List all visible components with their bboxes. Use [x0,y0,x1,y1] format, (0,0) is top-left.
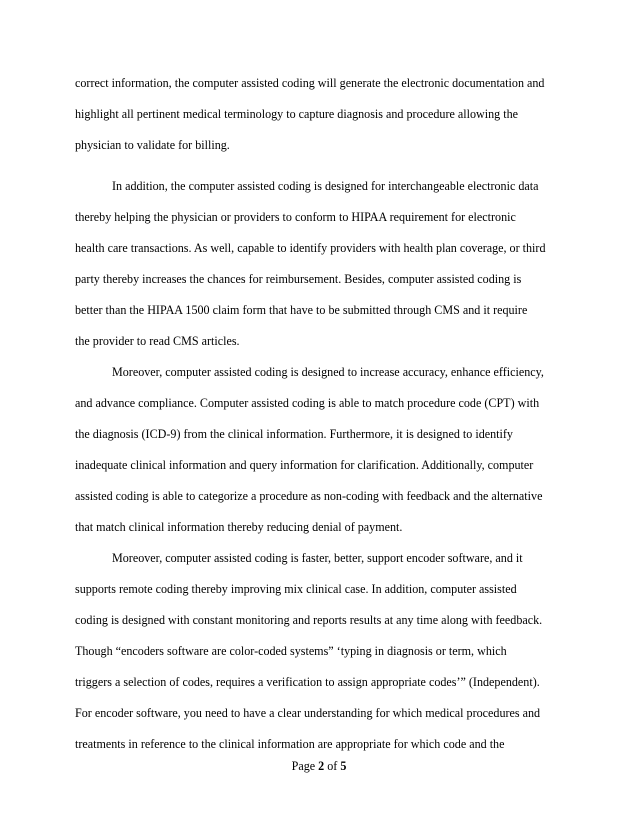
text-line: inadequate clinical information and query information for clarification. Additionally, computer [75,458,534,472]
text-line: the diagnosis (ICD-9) from the clinical information. Furthermore, it is designed to identify [75,427,513,441]
total-pages: 5 [340,759,347,773]
text-line: triggers a selection of codes, requires a verification to assign appropriate codes’” (Independent). [75,675,540,689]
text-line: correct information, the computer assisted coding will generate the electronic documentation and [75,76,545,90]
text-line: the provider to read CMS articles. [75,334,240,348]
text-line: party thereby increases the chances for reimbursement. Besides, computer assisted coding is [75,272,522,286]
text-line: Though “encoders software are color-coded systems” ‘typing in diagnosis or term, which [75,644,507,658]
text-line: coding is designed with constant monitoring and reports results at any time along with feedback. [75,613,543,627]
paragraph-first-line: In addition, the computer assisted coding is designed for interchangeable electronic data [112,179,539,193]
text-line: and advance compliance. Computer assisted coding is able to match procedure code (CPT) with [75,396,540,410]
page-footer [0,758,638,774]
text-line: physician to validate for billing. [75,138,230,152]
text-line: better than the HIPAA 1500 claim form that have to be submitted through CMS and it require [75,303,528,317]
text-line: highlight all pertinent medical terminology to capture diagnosis and procedure allowing the [75,107,518,121]
paragraph-first-line: Moreover, computer assisted coding is faster, better, support encoder software, and it [112,551,523,565]
text-line: supports remote coding thereby improving mix clinical case. In addition, computer assisted [75,582,517,596]
text-line: assisted coding is able to categorize a procedure as non-coding with feedback and the alternative [75,489,543,503]
text-line: treatments in reference to the clinical information are appropriate for which code and the [75,737,505,751]
page-number: 2 [318,759,325,773]
of-label: of [327,759,338,773]
text-line: For encoder software, you need to have a clear understanding for which medical procedures and [75,706,541,720]
text-line: health care transactions. As well, capable to identify providers with health plan coverage, or third [75,241,546,255]
paragraph-first-line: Moreover, computer assisted coding is designed to increase accuracy, enhance efficiency, [112,365,544,379]
text-line: that match clinical information thereby reducing denial of payment. [75,520,403,534]
page-label: Page [291,759,316,773]
text-line: thereby helping the physician or providers to conform to HIPAA requirement for electronic [75,210,516,224]
